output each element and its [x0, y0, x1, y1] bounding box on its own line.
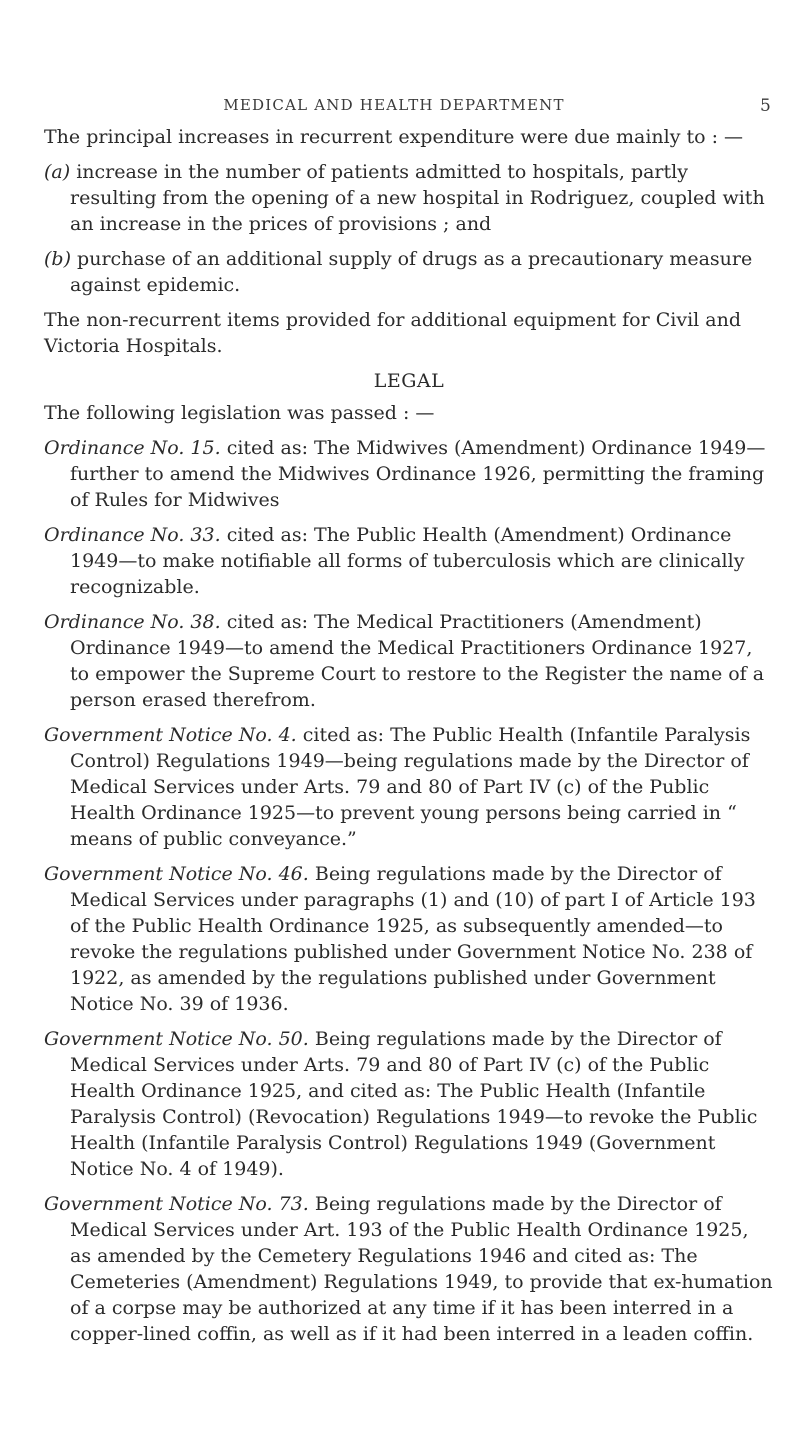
- legal-lead: The following legislation was passed : —: [44, 402, 435, 424]
- non-recurrent-paragraph: [44, 307, 774, 359]
- intro-lead: The principal increases in recurrent expenditure were due mainly to : —: [44, 126, 744, 148]
- legal-item-ref: Government Notice No. 46.: [44, 863, 309, 885]
- legal-item: [44, 609, 774, 713]
- point-b-text: purchase of an additional supply of drugs as a precautionary measure against epidemic.: [70, 248, 753, 296]
- running-head: [0, 96, 800, 114]
- legal-item: [44, 522, 774, 600]
- legal-item-text: Being regulations made by the Director of Medical Services under Art. 193 of the Public Health Ordinance 1925, as amended by the Cemetery Regulations 1946 and cited as: The Cemeteries (Amendment) Regulations 1949, to provide that ex-humation of a corpse may be authorized at any time if it has been interred in a copper-lined coffin, as well as if it had been interred in a leaden coffin.: [70, 1193, 773, 1345]
- point-b: [44, 246, 774, 298]
- legal-item: [44, 1191, 774, 1347]
- legal-item-ref: Ordinance No. 15.: [44, 437, 221, 459]
- legal-item: [44, 435, 774, 513]
- legal-item-text: cited as: The Medical Practitioners (Amendment) Ordinance 1949—to amend the Medical Practitioners Ordinance 1927, to empower the Supreme Court to restore to the Register the name of a person erased therefrom.: [70, 611, 765, 711]
- legal-item: [44, 861, 774, 1017]
- legal-item-ref: Government Notice No. 4.: [44, 724, 297, 746]
- point-a: [44, 159, 774, 237]
- point-a-text: increase in the number of patients admitted to hospitals, partly resulting from the opening of a new hospital in Rodriguez, coupled with an increase in the prices of provisions ; and: [70, 161, 765, 235]
- legal-item: [44, 1026, 774, 1182]
- department-title: MEDICAL AND HEALTH DEPARTMENT: [223, 96, 565, 114]
- legal-item-text: cited as: The Midwives (Amendment) Ordinance 1949—further to amend the Midwives Ordinance 1926, permitting the framing of Rules for Midwives: [70, 437, 766, 511]
- point-a-label: (a): [44, 161, 71, 183]
- legal-item-text: Being regulations made by the Director of Medical Services under paragraphs (1) and (10) of part I of Article 193 of the Public Health Ordinance 1925, as subsequently amended—to revoke the regulations published under Government Notice No. 238 of 1922, as amended by the regulations published under Government Notice No. 39 of 1936.: [70, 863, 756, 1015]
- legal-item-ref: Government Notice No. 73.: [44, 1193, 309, 1215]
- legal-item-text: cited as: The Public Health (Amendment) Ordinance 1949—to make notifiable all forms of tuberculosis which are clinically recognizable.: [70, 524, 745, 598]
- legal-item-text: Being regulations made by the Director of Medical Services under Arts. 79 and 80 of Part IV (c) of the Public Health Ordinance 1925, and cited as: The Public Health (Infantile Paralysis Control) (Revocation) Regulations 1949—to revoke the Public Health (Infantile Paralysis Control) Regulations 1949 (Government Notice No. 4 of 1949).: [70, 1028, 758, 1180]
- point-b-label: (b): [44, 248, 71, 270]
- legal-heading: LEGAL: [373, 370, 445, 392]
- legal-item-ref: Ordinance No. 33.: [44, 524, 221, 546]
- page-number: 5: [760, 96, 771, 116]
- document-body: [44, 124, 774, 1356]
- non-recurrent-text: The non-recurrent items provided for additional equipment for Civil and Victoria Hospitals.: [44, 309, 741, 357]
- legal-item-ref: Ordinance No. 38.: [44, 611, 221, 633]
- legal-item: [44, 722, 774, 852]
- legal-item-text: cited as: The Public Health (Infantile Paralysis Control) Regulations 1949—being regulations made by the Director of Medical Services under Arts. 79 and 80 of Part IV (c) of the Public Health Ordinance 1925—to prevent young persons being carried in “ means of public conveyance.”: [70, 724, 751, 850]
- legal-item-ref: Government Notice No. 50.: [44, 1028, 309, 1050]
